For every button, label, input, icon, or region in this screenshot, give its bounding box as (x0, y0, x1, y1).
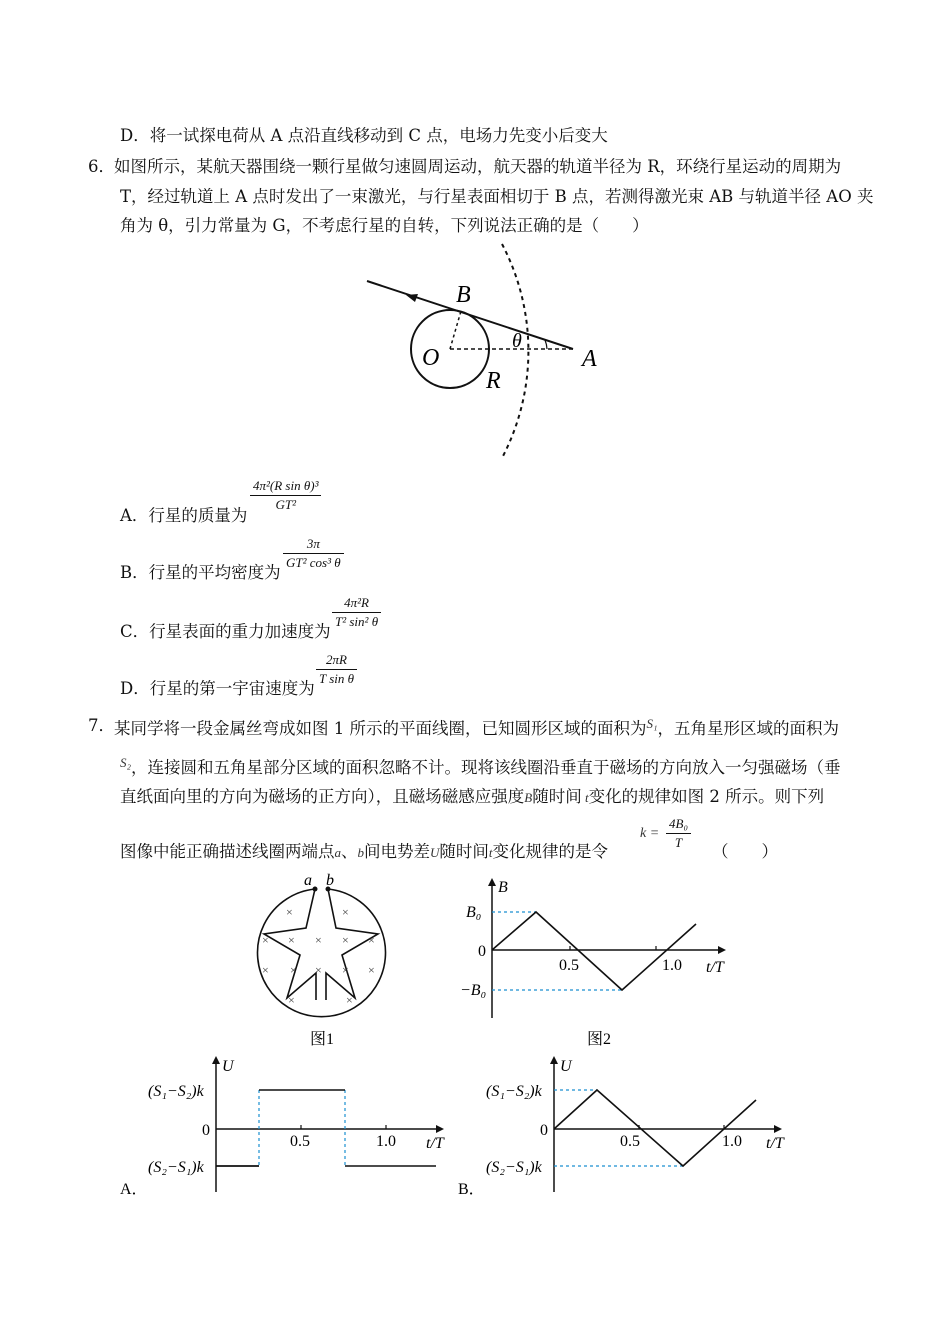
label-a: A (582, 346, 597, 372)
fig2-caption: 图2 (587, 1031, 612, 1048)
label-b: B (456, 282, 471, 308)
svg-text:×: × (346, 993, 353, 1007)
svg-text:×: × (315, 963, 322, 977)
svg-text:B: B (498, 879, 508, 896)
svg-text:(S₂−S₁)k: (S₂−S₁)k (486, 1159, 542, 1176)
svg-text:0: 0 (540, 1122, 548, 1139)
q6-option-a-formula: $\frac{\text{4π²(R sin θ)³}}{\text{GT²}}$ (250, 478, 321, 513)
svg-text:×: × (315, 933, 322, 947)
svg-text:×: × (368, 963, 375, 977)
b-curve (492, 912, 696, 990)
coil-circle (258, 889, 386, 1017)
svg-text:(S₁−S₂)k: (S₁−S₂)k (148, 1083, 204, 1100)
label-o: O (422, 345, 440, 371)
u-curve-b (554, 1090, 756, 1166)
svg-text:0.5: 0.5 (559, 957, 579, 974)
svg-text:0: 0 (478, 943, 486, 960)
q5-option-d: D．将一试探电荷从 A 点沿直线移动到 C 点，电场力先变小后变大 (120, 126, 608, 145)
u-curve-a (216, 1090, 436, 1166)
label-theta: θ (512, 330, 522, 352)
q6-option-d: D．行星的第一宇宙速度为 (120, 679, 315, 698)
svg-text:t/T: t/T (426, 1135, 444, 1152)
svg-text:×: × (290, 963, 297, 977)
laser-arrow (406, 294, 418, 302)
svg-text:×: × (288, 933, 295, 947)
q6-orbit-figure (360, 240, 620, 460)
svg-text:U: U (560, 1058, 572, 1075)
k-formula: $\frac{\text{4B₀}}{T}$ (666, 816, 691, 851)
svg-text:t/T: t/T (706, 959, 724, 976)
svg-text:×: × (262, 933, 269, 947)
svg-text:B₀: B₀ (466, 904, 482, 921)
q7-line1: 某同学将一段金属丝弯成如图 1 所示的平面线圈，已知圆形区域的面积为$^{S_1}$，五角星形区域的面积为 (114, 716, 840, 738)
svg-text:0.5: 0.5 (290, 1133, 310, 1150)
q6-option-b: B．行星的平均密度为 (120, 563, 281, 582)
svg-text:1.0: 1.0 (662, 957, 682, 974)
q6-option-d-formula: $\frac{2\pi R}{\text{T sin θ}}$ (316, 652, 357, 687)
k-lhs: k = (640, 826, 660, 841)
svg-text:×: × (342, 933, 349, 947)
q6-stem-line3: 角为 θ，引力常量为 G，不考虑行星的自转，下列说法正确的是（ ） (120, 216, 649, 235)
option-a-label: A． (120, 1181, 148, 1198)
svg-text:×: × (262, 963, 269, 977)
q6-stem-line2: T，经过轨道上 A 点时发出了一束激光，与行星表面相切于 B 点，若测得激光束 AB 与轨道半径 AO 夹 (120, 187, 874, 206)
q6-option-a: A．行星的质量为 (120, 506, 248, 525)
option-b-label: B． (458, 1181, 485, 1198)
svg-text:1.0: 1.0 (376, 1133, 396, 1150)
field-crosses (262, 905, 375, 1007)
svg-text:×: × (368, 933, 375, 947)
q6-stem-line1: 如图所示，某航天器围绕一颗行星做匀速圆周运动，航天器的轨道半径为 R，环绕行星运动的周期为 (114, 157, 842, 176)
q6-option-b-formula: $\frac{3\pi}{\text{GT² cos³ θ}}$ (283, 536, 344, 571)
svg-text:−B₀: −B₀ (460, 982, 487, 999)
svg-text:t/T: t/T (766, 1135, 784, 1152)
q6-option-c: C．行星表面的重力加速度为 (120, 622, 331, 641)
svg-text:(S₂−S₁)k: (S₂−S₁)k (148, 1159, 204, 1176)
svg-text:×: × (286, 905, 293, 919)
svg-text:0.5: 0.5 (620, 1133, 640, 1150)
svg-text:U: U (222, 1058, 234, 1075)
svg-text:(S₁−S₂)k: (S₁−S₂)k (486, 1083, 542, 1100)
q7-line4: 图像中能正确描述线圈两端点a、b间电势差U随时间t变化规律的是令 (120, 842, 609, 861)
q7-graph-a (118, 1052, 453, 1202)
radius-ob (450, 311, 461, 349)
q6-number: 6． (88, 157, 115, 176)
q7-fig2 (460, 876, 740, 1051)
svg-text:×: × (342, 963, 349, 977)
fig1-caption: 图1 (310, 1031, 335, 1048)
q7-line3: 直纸面向里的方向为磁场的正方向），且磁场磁感应强度B随时间 t变化的规律如图 2 所示。则下列 (120, 787, 825, 806)
svg-text:×: × (342, 905, 349, 919)
q7-graph-b (456, 1052, 796, 1202)
svg-text:×: × (288, 993, 295, 1007)
label-b: b (326, 872, 334, 889)
label-r: R (486, 368, 501, 394)
q6-option-c-formula: $\frac{\text{4π²R}}{\text{T² sin² θ}}$ (332, 595, 381, 630)
q7-number: 7． (88, 716, 115, 735)
q7-fig1 (250, 868, 400, 1048)
q7-paren: （ ） (712, 842, 778, 861)
label-a: a (304, 872, 312, 889)
q7-line2: $^{S_2}$，连接圆和五角星部分区域的面积忽略不计。现将该线圈沿垂直于磁场的方向放入一匀强磁场（垂 (120, 755, 841, 777)
svg-text:1.0: 1.0 (722, 1133, 742, 1150)
svg-text:0: 0 (202, 1122, 210, 1139)
